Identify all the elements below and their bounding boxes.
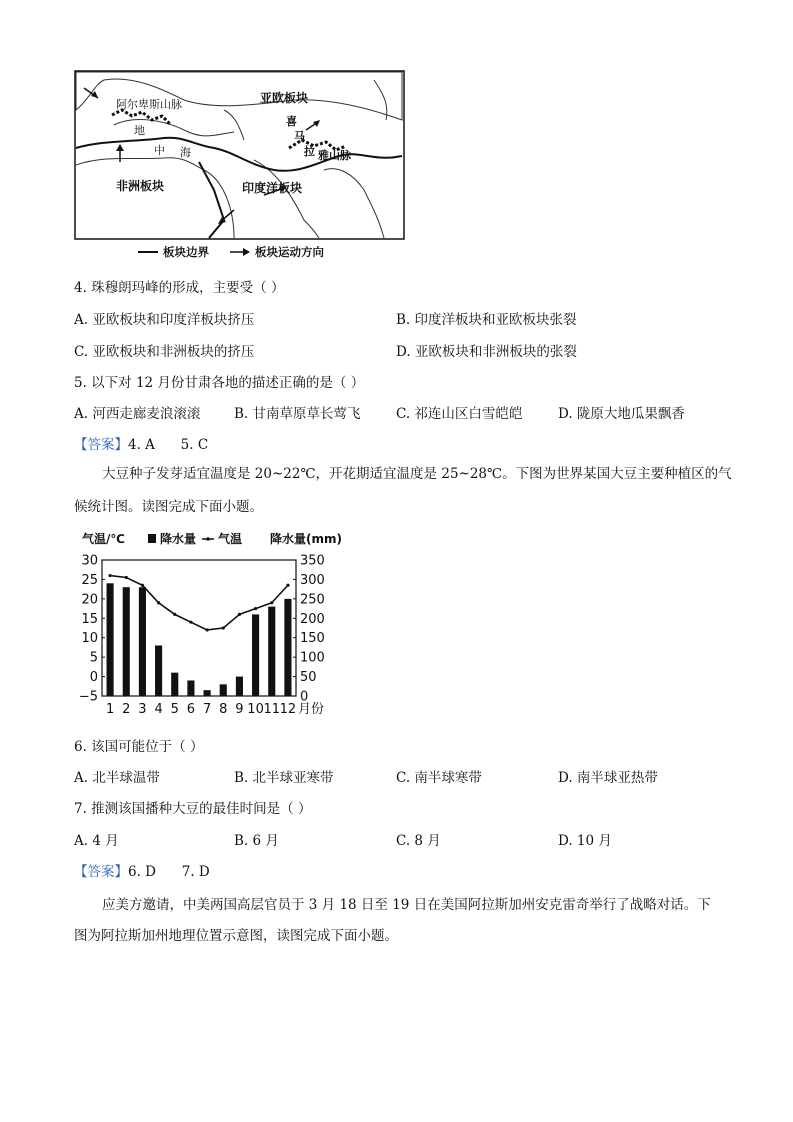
left-tick-label: 30 bbox=[81, 553, 98, 569]
q4-stem: 4. 珠穆朗玛峰的形成，主要受（ ） bbox=[74, 280, 285, 296]
precip-bars bbox=[107, 583, 292, 696]
right-tick-label: 300 bbox=[300, 572, 325, 588]
plate-map bbox=[74, 70, 406, 260]
bar-legend-swatch bbox=[148, 534, 156, 543]
temp-point bbox=[222, 626, 225, 629]
intro2-line1: 大豆种子发芽适宜温度是 20~22℃，开花期适宜温度是 25~28℃。下图为世界某国大豆主要种植区的气 bbox=[102, 466, 732, 482]
map-label-zhong: 中 bbox=[154, 144, 165, 157]
climate-chart-svg bbox=[74, 528, 344, 724]
right-tick-label: 50 bbox=[300, 670, 317, 686]
chart-left-title: 气温/℃ bbox=[82, 532, 125, 546]
right-tick-label: 100 bbox=[300, 650, 325, 666]
q5-option-a[interactable]: A. 河西走廊麦浪滚滚 bbox=[74, 406, 201, 422]
x-tick-label: 4 bbox=[154, 702, 163, 717]
map-label-ya-shanmai: 雅山脉 bbox=[318, 149, 351, 162]
map-label-africa: 非洲板块 bbox=[116, 179, 165, 193]
x-tick-label: 6 bbox=[186, 702, 196, 717]
q4-option-b[interactable]: B. 印度洋板块和亚欧板块张裂 bbox=[396, 312, 577, 328]
temp-line-path bbox=[110, 576, 288, 630]
left-tick-label: 20 bbox=[81, 592, 98, 608]
plate-map-figure bbox=[74, 70, 406, 260]
q6-option-a[interactable]: A. 北半球温带 bbox=[74, 770, 160, 786]
x-tick-label: 3 bbox=[138, 702, 147, 717]
precip-bar bbox=[107, 583, 114, 696]
temp-point bbox=[173, 613, 176, 616]
x-tick-label: 2 bbox=[122, 702, 131, 717]
line-legend-label: 气温 bbox=[218, 532, 243, 546]
chart-header bbox=[82, 531, 342, 546]
q5-option-b[interactable]: B. 甘南草原草长莺飞 bbox=[234, 406, 361, 422]
answer-text: 6. D 7. D bbox=[128, 864, 210, 880]
precip-bar bbox=[139, 587, 146, 696]
temp-point bbox=[238, 613, 241, 616]
intro2-line2: 候统计图。读图完成下面小题。 bbox=[74, 499, 263, 515]
q6-stem: 6. 该国可能位于（ ） bbox=[74, 739, 204, 755]
left-tick-label: −5 bbox=[78, 689, 98, 705]
left-tick-label: 10 bbox=[81, 631, 98, 647]
q7-stem: 7. 推测该国播种大豆的最佳时间是（ ） bbox=[74, 801, 312, 817]
intro3-line2: 图为阿拉斯加州地理位置示意图，读图完成下面小题。 bbox=[74, 928, 398, 944]
q7-option-a[interactable]: A. 4 月 bbox=[74, 833, 119, 849]
left-tick-label: 15 bbox=[81, 611, 98, 627]
x-tick-label: 10 bbox=[247, 702, 264, 717]
x-tick-label: 1 bbox=[105, 702, 115, 717]
precip-bar bbox=[155, 645, 162, 696]
legend-boundary: 板块边界 bbox=[163, 245, 209, 259]
temp-point bbox=[125, 576, 128, 579]
x-tick-label: 11 bbox=[263, 702, 281, 717]
legend-movement: 板块运动方向 bbox=[255, 245, 324, 259]
x-unit-label: 月份 bbox=[298, 702, 325, 717]
q6-option-c[interactable]: C. 南半球寒带 bbox=[396, 770, 482, 786]
temp-point bbox=[254, 607, 257, 610]
q7-option-b[interactable]: B. 6 月 bbox=[234, 833, 279, 849]
map-label-alps: 阿尔卑斯山脉 bbox=[116, 98, 182, 111]
q4-option-c[interactable]: C. 亚欧板块和非洲板块的挤压 bbox=[74, 344, 255, 360]
x-tick-label: 7 bbox=[202, 702, 212, 717]
temp-line bbox=[108, 574, 289, 632]
answer-block-1 bbox=[74, 433, 208, 453]
q4-option-a[interactable]: A. 亚欧板块和印度洋板块挤压 bbox=[74, 312, 255, 328]
answer-block-2 bbox=[74, 860, 210, 880]
temp-point bbox=[270, 601, 273, 604]
right-tick-label: 0 bbox=[300, 689, 309, 705]
map-label-eurasia: 亚欧板块 bbox=[260, 91, 309, 105]
climate-chart bbox=[74, 528, 344, 724]
precip-bar bbox=[204, 690, 211, 696]
bar-legend-label: 降水量 bbox=[160, 532, 197, 546]
precip-bar bbox=[220, 684, 227, 696]
precip-bar bbox=[284, 599, 291, 696]
left-tick-label: 25 bbox=[81, 572, 98, 588]
temp-point bbox=[205, 628, 208, 631]
q4-option-d[interactable]: D. 亚欧板块和非洲板块的张裂 bbox=[396, 344, 577, 360]
intro3-line1: 应美方邀请，中美两国高层官员于 3 月 18 日至 19 日在美国阿拉斯加州安克雷奇举行了战略对话。下 bbox=[102, 897, 711, 913]
right-tick-label: 150 bbox=[300, 631, 325, 647]
q7-option-d[interactable]: D. 10 月 bbox=[558, 833, 612, 849]
right-tick-label: 350 bbox=[300, 553, 325, 569]
answer-tag: 【答案】 bbox=[74, 437, 128, 453]
x-tick-label: 9 bbox=[235, 702, 244, 717]
q7-option-c[interactable]: C. 8 月 bbox=[396, 833, 441, 849]
temp-point bbox=[108, 574, 111, 577]
temp-point bbox=[189, 621, 192, 624]
right-tick-label: 200 bbox=[300, 611, 325, 627]
x-tick-label: 12 bbox=[279, 702, 297, 717]
q5-option-c[interactable]: C. 祁连山区白雪皑皑 bbox=[396, 406, 523, 422]
precip-bar bbox=[187, 680, 194, 696]
map-label-indian: 印度洋板块 bbox=[242, 181, 303, 195]
x-tick-label: 8 bbox=[219, 702, 228, 717]
left-tick-label: 5 bbox=[89, 650, 98, 666]
precip-bar bbox=[123, 587, 130, 696]
map-label-di: 地 bbox=[134, 124, 145, 137]
x-tick-label: 5 bbox=[170, 702, 179, 717]
right-tick-label: 250 bbox=[300, 592, 325, 608]
map-label-la: 拉 bbox=[304, 145, 315, 158]
q5-option-d[interactable]: D. 陇原大地瓜果飘香 bbox=[558, 406, 685, 422]
map-label-ma: 马 bbox=[294, 130, 305, 143]
precip-bar bbox=[268, 607, 275, 696]
answer-text: 4. A 5. C bbox=[128, 437, 209, 453]
q6-option-d[interactable]: D. 南半球亚热带 bbox=[558, 770, 658, 786]
precip-bar bbox=[171, 673, 178, 696]
q5-stem: 5. 以下对 12 月份甘肃各地的描述正确的是（ ） bbox=[74, 375, 365, 391]
temp-point bbox=[286, 584, 289, 587]
precip-bar bbox=[252, 614, 259, 696]
q6-option-b[interactable]: B. 北半球亚寒带 bbox=[234, 770, 334, 786]
left-tick-label: 0 bbox=[89, 670, 98, 686]
temp-point bbox=[141, 584, 144, 587]
answer-tag: 【答案】 bbox=[74, 864, 128, 880]
map-label-hai: 海 bbox=[180, 146, 191, 159]
chart-right-title: 降水量(mm) bbox=[270, 532, 342, 546]
map-label-xi: 喜 bbox=[286, 115, 297, 128]
precip-bar bbox=[236, 677, 243, 696]
temp-point bbox=[157, 601, 160, 604]
